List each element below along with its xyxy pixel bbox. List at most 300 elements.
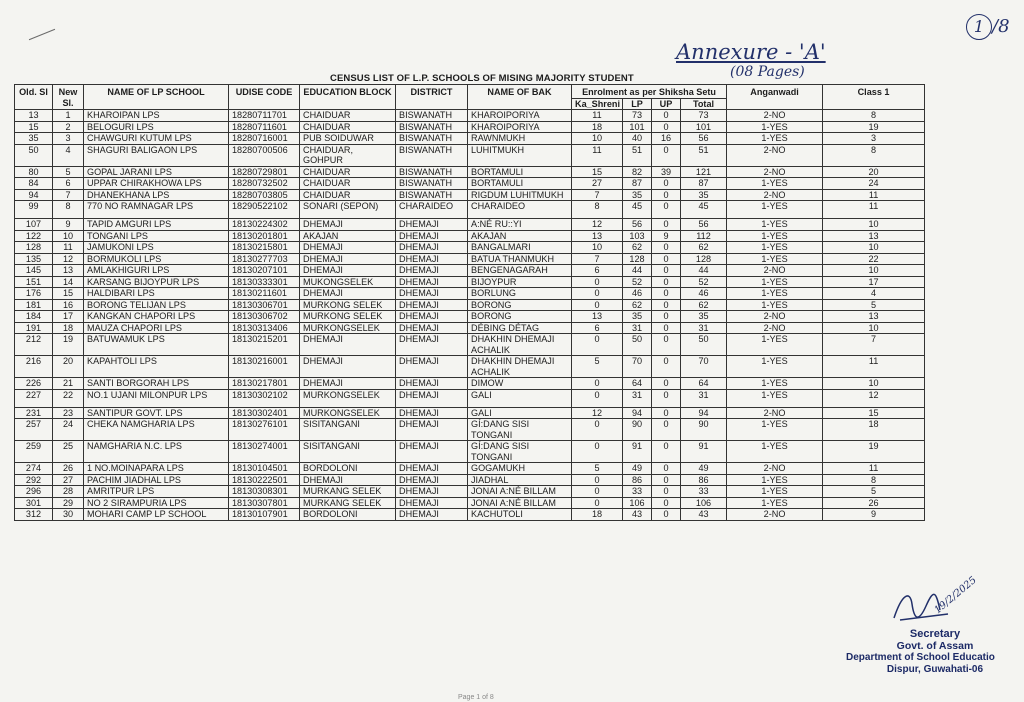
row-new-sl: 18 <box>53 322 84 334</box>
row-lp: 94 <box>623 407 652 419</box>
row-lp: 128 <box>623 253 652 265</box>
row-total: 90 <box>681 419 727 441</box>
table-row <box>15 288 925 300</box>
row-school-name: CHAWGURI KUTUM LPS <box>84 133 229 145</box>
row-education-block: MURKONGSELEK <box>300 322 396 334</box>
handwritten-page-number <box>966 14 1010 40</box>
row-total: 35 <box>681 311 727 323</box>
row-class1: 5 <box>823 486 925 498</box>
row-total: 101 <box>681 121 727 133</box>
row-udise-code: 18130308301 <box>229 486 300 498</box>
row-education-block: DHEMAJI <box>300 242 396 254</box>
row-up: 0 <box>652 474 681 486</box>
row-bak-name: GÍ:DANG SISI TONGANI <box>468 441 572 463</box>
row-ka-shreni: 13 <box>572 230 623 242</box>
row-up: 0 <box>652 378 681 390</box>
row-old-sl: 292 <box>15 474 53 486</box>
row-bak-name: GALI <box>468 389 572 407</box>
table-row <box>15 299 925 311</box>
row-district: DHEMAJI <box>396 356 468 378</box>
col-school-name: NAME OF LP SCHOOL <box>84 85 229 110</box>
col-anganwadi: Anganwadi <box>727 85 823 110</box>
row-district: DHEMAJI <box>396 486 468 498</box>
table-row <box>15 509 925 521</box>
handwritten-annexure: Annexure - 'A' <box>676 40 826 64</box>
row-total: 128 <box>681 253 727 265</box>
row-education-block: DHEMAJI <box>300 356 396 378</box>
row-new-sl: 4 <box>53 144 84 166</box>
row-school-name: KANGKAN CHAPORI LPS <box>84 311 229 323</box>
row-new-sl: 8 <box>53 201 84 219</box>
row-ka-shreni: 11 <box>572 110 623 122</box>
row-total: 51 <box>681 144 727 166</box>
row-udise-code: 18280700506 <box>229 144 300 166</box>
row-old-sl: 99 <box>15 201 53 219</box>
row-class1: 17 <box>823 276 925 288</box>
row-school-name: SANTIPUR GOVT. LPS <box>84 407 229 419</box>
row-total: 121 <box>681 166 727 178</box>
row-up: 0 <box>652 219 681 231</box>
row-school-name: DHANEKHANA LPS <box>84 189 229 201</box>
row-up: 0 <box>652 189 681 201</box>
row-education-block: MURKONGSELEK <box>300 407 396 419</box>
row-bak-name: BORTAMULI <box>468 178 572 190</box>
row-bak-name: JIADHAL <box>468 474 572 486</box>
row-lp: 106 <box>623 497 652 509</box>
row-district: DHEMAJI <box>396 322 468 334</box>
row-class1: 10 <box>823 242 925 254</box>
row-school-name: BORMUKOLI LPS <box>84 253 229 265</box>
row-up: 0 <box>652 178 681 190</box>
row-lp: 52 <box>623 276 652 288</box>
row-anganwadi: 1-YES <box>727 219 823 231</box>
row-udise-code: 18130107901 <box>229 509 300 521</box>
row-new-sl: 3 <box>53 133 84 145</box>
row-old-sl: 274 <box>15 463 53 475</box>
row-new-sl: 2 <box>53 121 84 133</box>
row-new-sl: 30 <box>53 509 84 521</box>
row-udise-code: 18130215801 <box>229 242 300 254</box>
row-education-block: AKAJAN <box>300 230 396 242</box>
row-anganwadi: 1-YES <box>727 441 823 463</box>
row-up: 0 <box>652 276 681 288</box>
row-class1: 11 <box>823 463 925 475</box>
row-new-sl: 1 <box>53 110 84 122</box>
row-up: 0 <box>652 110 681 122</box>
row-class1: 4 <box>823 288 925 300</box>
row-class1: 24 <box>823 178 925 190</box>
row-udise-code: 18130276101 <box>229 419 300 441</box>
stamp-title: Secretary <box>909 628 961 640</box>
row-district: BISWANATH <box>396 144 468 166</box>
row-lp: 35 <box>623 189 652 201</box>
row-ka-shreni: 0 <box>572 474 623 486</box>
row-district: BISWANATH <box>396 189 468 201</box>
row-up: 0 <box>652 322 681 334</box>
row-class1: 26 <box>823 497 925 509</box>
row-up: 0 <box>652 509 681 521</box>
row-udise-code: 18280703805 <box>229 189 300 201</box>
row-lp: 35 <box>623 311 652 323</box>
row-class1: 13 <box>823 311 925 323</box>
row-new-sl: 22 <box>53 389 84 407</box>
row-lp: 90 <box>623 419 652 441</box>
table-row <box>15 189 925 201</box>
row-anganwadi: 1-YES <box>727 242 823 254</box>
row-up: 0 <box>652 265 681 277</box>
col-udise-code: UDISE CODE <box>229 85 300 110</box>
row-new-sl: 7 <box>53 189 84 201</box>
row-class1: 11 <box>823 356 925 378</box>
row-new-sl: 26 <box>53 463 84 475</box>
row-lp: 62 <box>623 242 652 254</box>
row-udise-code: 18130201801 <box>229 230 300 242</box>
row-bak-name: DIMOW <box>468 378 572 390</box>
row-udise-code: 18280716001 <box>229 133 300 145</box>
row-anganwadi: 1-YES <box>727 497 823 509</box>
table-row <box>15 322 925 334</box>
row-ka-shreni: 0 <box>572 441 623 463</box>
col-class1: Class 1 <box>823 85 925 110</box>
row-district: DHEMAJI <box>396 219 468 231</box>
row-udise-code: 18130104501 <box>229 463 300 475</box>
row-bak-name: A:NÉ RU::YI <box>468 219 572 231</box>
row-bak-name: GÍ:DANG SISI TONGANI <box>468 419 572 441</box>
row-lp: 49 <box>623 463 652 475</box>
row-old-sl: 216 <box>15 356 53 378</box>
row-up: 0 <box>652 497 681 509</box>
row-anganwadi: 1-YES <box>727 133 823 145</box>
row-lp: 51 <box>623 144 652 166</box>
row-district: DHEMAJI <box>396 276 468 288</box>
row-education-block: SONARI (SEPON) <box>300 201 396 219</box>
row-bak-name: BIJOYPUR <box>468 276 572 288</box>
row-school-name: BATUWAMUK LPS <box>84 334 229 356</box>
row-new-sl: 12 <box>53 253 84 265</box>
row-anganwadi: 1-YES <box>727 356 823 378</box>
row-bak-name: BORONG <box>468 299 572 311</box>
row-class1: 5 <box>823 299 925 311</box>
row-total: 64 <box>681 378 727 390</box>
row-anganwadi: 1-YES <box>727 299 823 311</box>
row-education-block: MURKONGSELEK <box>300 389 396 407</box>
row-udise-code: 18130215201 <box>229 334 300 356</box>
row-up: 0 <box>652 299 681 311</box>
row-up: 0 <box>652 389 681 407</box>
row-education-block: CHAIDUAR <box>300 166 396 178</box>
row-anganwadi: 2-NO <box>727 322 823 334</box>
handwritten-pages-note: (08 Pages) <box>730 64 805 80</box>
row-up: 0 <box>652 419 681 441</box>
row-up: 0 <box>652 334 681 356</box>
table-row <box>15 486 925 498</box>
row-total: 49 <box>681 463 727 475</box>
row-education-block: CHAIDUAR <box>300 178 396 190</box>
row-old-sl: 296 <box>15 486 53 498</box>
row-ka-shreni: 0 <box>572 486 623 498</box>
row-udise-code: 18130306702 <box>229 311 300 323</box>
row-school-name: AMLAKHIGURI LPS <box>84 265 229 277</box>
row-lp: 62 <box>623 299 652 311</box>
row-up: 0 <box>652 201 681 219</box>
row-district: DHEMAJI <box>396 474 468 486</box>
row-lp: 82 <box>623 166 652 178</box>
row-school-name: NO.1 UJANI MILONPUR LPS <box>84 389 229 407</box>
row-up: 0 <box>652 486 681 498</box>
row-class1: 11 <box>823 201 925 219</box>
row-bak-name: RAWNMUKH <box>468 133 572 145</box>
row-udise-code: 18130274001 <box>229 441 300 463</box>
table-row <box>15 334 925 356</box>
row-bak-name: GOGAMUKH <box>468 463 572 475</box>
col-old-sl: Old. Sl <box>15 85 53 110</box>
row-ka-shreni: 6 <box>572 265 623 277</box>
row-bak-name: JONAI A:NÉ BILLAM <box>468 486 572 498</box>
row-ka-shreni: 12 <box>572 407 623 419</box>
row-education-block: BORDOLONI <box>300 509 396 521</box>
row-class1: 15 <box>823 407 925 419</box>
row-udise-code: 18130217801 <box>229 378 300 390</box>
row-district: BISWANATH <box>396 178 468 190</box>
row-up: 0 <box>652 144 681 166</box>
row-school-name: KARSANG BIJOYPUR LPS <box>84 276 229 288</box>
row-school-name: NO 2 SIRAMPURIA LPS <box>84 497 229 509</box>
page-total: /8 <box>992 16 1010 37</box>
signature-date: 19/2/2025 <box>932 574 979 617</box>
row-education-block: SISITANGANI <box>300 419 396 441</box>
row-total: 44 <box>681 265 727 277</box>
table-row <box>15 311 925 323</box>
row-school-name: 1 NO.MOINAPARA LPS <box>84 463 229 475</box>
row-lp: 31 <box>623 389 652 407</box>
table-header <box>15 85 925 110</box>
row-ka-shreni: 13 <box>572 311 623 323</box>
row-up: 0 <box>652 288 681 300</box>
table-row <box>15 441 925 463</box>
row-anganwadi: 2-NO <box>727 265 823 277</box>
row-anganwadi: 2-NO <box>727 463 823 475</box>
official-stamp <box>846 628 1024 676</box>
row-old-sl: 226 <box>15 378 53 390</box>
row-up: 0 <box>652 463 681 475</box>
census-table <box>14 84 925 521</box>
row-anganwadi: 2-NO <box>727 144 823 166</box>
row-total: 35 <box>681 189 727 201</box>
row-education-block: MURKONG SELEK <box>300 299 396 311</box>
row-udise-code: 18130207101 <box>229 265 300 277</box>
row-old-sl: 145 <box>15 265 53 277</box>
table-row <box>15 276 925 288</box>
row-bak-name: BORTAMULI <box>468 166 572 178</box>
table-row <box>15 230 925 242</box>
row-ka-shreni: 0 <box>572 276 623 288</box>
row-ka-shreni: 15 <box>572 166 623 178</box>
table-body <box>15 110 925 521</box>
col-enrolment-group: Enrolment as per Shiksha Setu <box>572 85 727 99</box>
row-district: DHEMAJI <box>396 407 468 419</box>
row-ka-shreni: 0 <box>572 419 623 441</box>
row-old-sl: 301 <box>15 497 53 509</box>
row-anganwadi: 1-YES <box>727 178 823 190</box>
row-bak-name: BORONG <box>468 311 572 323</box>
row-lp: 40 <box>623 133 652 145</box>
row-school-name: TONGANI LPS <box>84 230 229 242</box>
row-total: 91 <box>681 441 727 463</box>
row-old-sl: 259 <box>15 441 53 463</box>
table-row <box>15 121 925 133</box>
row-old-sl: 122 <box>15 230 53 242</box>
row-old-sl: 151 <box>15 276 53 288</box>
row-bak-name: DÉBING DÉTAG <box>468 322 572 334</box>
page-number-circle: 1 <box>966 14 992 40</box>
row-anganwadi: 1-YES <box>727 253 823 265</box>
row-new-sl: 11 <box>53 242 84 254</box>
row-school-name: CHEKA NAMGHARIA LPS <box>84 419 229 441</box>
row-school-name: HALDIBARI LPS <box>84 288 229 300</box>
row-anganwadi: 1-YES <box>727 121 823 133</box>
col-new-sl: New Sl. <box>53 85 84 110</box>
col-ka-shreni: Ka_Shreni <box>572 98 623 110</box>
row-ka-shreni: 7 <box>572 189 623 201</box>
row-old-sl: 35 <box>15 133 53 145</box>
row-total: 52 <box>681 276 727 288</box>
row-school-name: UPPAR CHIRAKHOWA LPS <box>84 178 229 190</box>
row-bak-name: RIGDUM LUHITMUKH <box>468 189 572 201</box>
row-bak-name: CHARAIDEO <box>468 201 572 219</box>
row-class1: 10 <box>823 322 925 334</box>
row-new-sl: 9 <box>53 219 84 231</box>
row-class1: 10 <box>823 378 925 390</box>
table-row <box>15 110 925 122</box>
row-education-block: CHAIDUAR <box>300 110 396 122</box>
table-row <box>15 178 925 190</box>
row-total: 43 <box>681 509 727 521</box>
row-anganwadi: 2-NO <box>727 166 823 178</box>
row-district: BISWANATH <box>396 166 468 178</box>
row-school-name: PACHIM JIADHAL LPS <box>84 474 229 486</box>
row-udise-code: 18130216001 <box>229 356 300 378</box>
row-old-sl: 227 <box>15 389 53 407</box>
row-old-sl: 128 <box>15 242 53 254</box>
row-old-sl: 181 <box>15 299 53 311</box>
row-ka-shreni: 5 <box>572 463 623 475</box>
table-row <box>15 378 925 390</box>
row-education-block: DHEMAJI <box>300 334 396 356</box>
row-school-name: 770 NO RAMNAGAR LPS <box>84 201 229 219</box>
row-lp: 70 <box>623 356 652 378</box>
row-new-sl: 29 <box>53 497 84 509</box>
table-row <box>15 419 925 441</box>
row-new-sl: 21 <box>53 378 84 390</box>
row-udise-code: 18280732502 <box>229 178 300 190</box>
row-class1: 20 <box>823 166 925 178</box>
row-district: DHEMAJI <box>396 288 468 300</box>
row-lp: 31 <box>623 322 652 334</box>
row-lp: 33 <box>623 486 652 498</box>
row-class1: 7 <box>823 334 925 356</box>
document-title: CENSUS LIST OF L.P. SCHOOLS OF MISING MAJORITY STUDENT <box>330 73 634 84</box>
row-old-sl: 176 <box>15 288 53 300</box>
stamp-department: Department of School Educatio <box>846 652 995 663</box>
row-udise-code: 18290522102 <box>229 201 300 219</box>
row-old-sl: 135 <box>15 253 53 265</box>
col-education-block: EDUCATION BLOCK <box>300 85 396 110</box>
row-class1: 22 <box>823 253 925 265</box>
col-lp: LP <box>623 98 652 110</box>
row-total: 56 <box>681 219 727 231</box>
row-school-name: SANTI BORGORAH LPS <box>84 378 229 390</box>
row-new-sl: 17 <box>53 311 84 323</box>
stamp-government: Govt. of Assam <box>896 640 974 652</box>
row-total: 112 <box>681 230 727 242</box>
row-ka-shreni: 5 <box>572 356 623 378</box>
row-bak-name: GALI <box>468 407 572 419</box>
row-school-name: KHAROIPAN LPS <box>84 110 229 122</box>
row-bak-name: KHAROIPORIYA <box>468 121 572 133</box>
row-class1: 8 <box>823 474 925 486</box>
row-new-sl: 13 <box>53 265 84 277</box>
row-total: 62 <box>681 242 727 254</box>
row-up: 16 <box>652 133 681 145</box>
row-total: 46 <box>681 288 727 300</box>
row-lp: 50 <box>623 334 652 356</box>
stamp-address: Dispur, Guwahati-06 <box>886 664 984 675</box>
row-education-block: SISITANGANI <box>300 441 396 463</box>
row-old-sl: 257 <box>15 419 53 441</box>
row-class1: 19 <box>823 121 925 133</box>
row-new-sl: 10 <box>53 230 84 242</box>
row-district: BISWANATH <box>396 121 468 133</box>
row-district: BISWANATH <box>396 133 468 145</box>
row-new-sl: 23 <box>53 407 84 419</box>
row-ka-shreni: 11 <box>572 144 623 166</box>
row-up: 0 <box>652 311 681 323</box>
row-education-block: DHEMAJI <box>300 474 396 486</box>
row-total: 33 <box>681 486 727 498</box>
row-district: DHEMAJI <box>396 509 468 521</box>
row-ka-shreni: 18 <box>572 509 623 521</box>
row-total: 56 <box>681 133 727 145</box>
row-class1: 12 <box>823 389 925 407</box>
row-up: 0 <box>652 253 681 265</box>
row-old-sl: 212 <box>15 334 53 356</box>
row-school-name: BELOGURI LPS <box>84 121 229 133</box>
row-lp: 103 <box>623 230 652 242</box>
row-old-sl: 84 <box>15 178 53 190</box>
row-anganwadi: 2-NO <box>727 311 823 323</box>
pen-scribble <box>29 29 55 40</box>
row-udise-code: 18130211601 <box>229 288 300 300</box>
row-total: 45 <box>681 201 727 219</box>
row-old-sl: 80 <box>15 166 53 178</box>
row-bak-name: AKAJAN <box>468 230 572 242</box>
table-row <box>15 166 925 178</box>
row-district: DHEMAJI <box>396 242 468 254</box>
row-anganwadi: 2-NO <box>727 509 823 521</box>
col-bak-name: NAME OF BAK <box>468 85 572 110</box>
row-school-name: KAPAHTOLI LPS <box>84 356 229 378</box>
row-ka-shreni: 8 <box>572 201 623 219</box>
row-district: DHEMAJI <box>396 230 468 242</box>
table-row <box>15 201 925 219</box>
row-education-block: MURKANG SELEK <box>300 497 396 509</box>
row-new-sl: 14 <box>53 276 84 288</box>
row-old-sl: 50 <box>15 144 53 166</box>
row-education-block: BORDOLONI <box>300 463 396 475</box>
row-old-sl: 94 <box>15 189 53 201</box>
row-udise-code: 18130222501 <box>229 474 300 486</box>
row-ka-shreni: 7 <box>572 253 623 265</box>
